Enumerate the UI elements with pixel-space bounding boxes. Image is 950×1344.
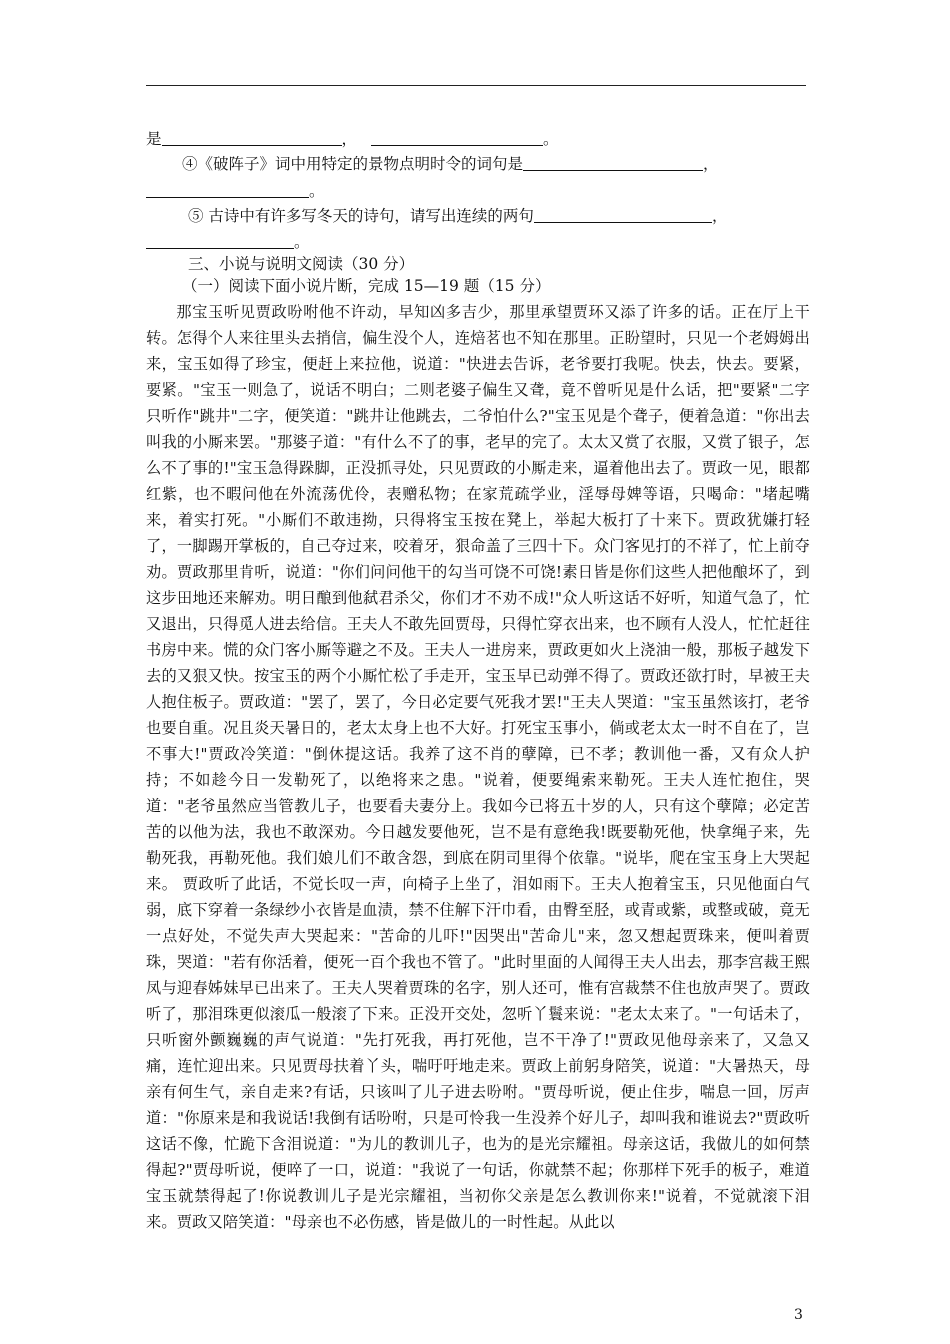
answer-blank[interactable] [523, 155, 703, 171]
line1-sep: ， [341, 130, 358, 148]
q5-text: ⑤ 古诗中有许多写冬天的诗句，请写出连续的两句 [188, 207, 534, 225]
header-rule [146, 85, 806, 86]
section-heading: 三、小说与说明文阅读（30 分） [188, 255, 415, 273]
question-4 [182, 154, 719, 174]
question-5-continued [146, 232, 310, 252]
q4-text: ④《破阵子》词中用特定的景物点明时令的词句是 [182, 155, 524, 173]
question-4-continued [146, 181, 325, 201]
q5-sep: ， [711, 207, 728, 225]
question-5 [188, 206, 727, 226]
reading-passage: 那宝玉听见贾政吩咐他不许动，早知凶多吉少，那里承望贾环又添了许多的话。正在厅上干转。怎得个人来往里头去捎信，偏生没个人，连焙茗也不知在那里。正盼望时，只见一个老姆姆出来，宝玉如得了珍宝，便赶上来拉他，说道："快进去告诉，老爷要打我呢。快去，快去。要紧，要紧。"宝玉一则急了，说话不明白；二则老婆子偏生又聋，竟不曾听见是什么话，把"要紧"二字只听作"跳井"二字，便笑道："跳井让他跳去，二爷怕什么?"宝玉见是个聋子，便着急道："你出去叫我的小厮来罢。"那婆子道："有什么不了的事，老早的完了。太太又赏了衣服，又赏了银子，怎么不了事的!"宝玉急得跺脚，正没抓寻处，只见贾政的小厮走来，逼着他出去了。贾政一见，眼都红紫，也不暇问他在外流荡优伶，表赠私物；在家荒疏学业，淫辱母婢等语，只喝命："堵起嘴来，着实打死。"小厮们不敢违拗，只得将宝玉按在凳上，举起大板打了十来下。贾政犹嫌打轻了，一脚踢开掌板的，自己夺过来，咬着牙，狠命盖了三四十下。众门客见打的不祥了，忙上前夺劝。贾政那里肯听，说道："你们问问他干的勾当可饶不可饶!素日皆是你们这些人把他酿坏了，到这步田地还来解劝。明日酿到他弑君杀父，你们才不劝不成!"众人听这话不好听，知道气急了，忙又退出，只得觅人进去给信。王夫人不敢先回贾母，只得忙穿衣出来，也不顾有人没人，忙忙赶往书房中来。慌的众门客小厮等避之不及。王夫人一进房来，贾政更如火上浇油一般，那板子越发下去的又狠又快。按宝玉的两个小厮忙松了手走开，宝玉早已动弹不得了。贾政还欲打时，早被王夫人抱住板子。贾政道："罢了，罢了，今日必定要气死我才罢!"王夫人哭道："宝玉虽然该打，老爷也要自重。况且炎天暑日的，老太太身上也不大好。打死宝玉事小，倘或老太太一时不自在了，岂不事大!"贾政冷笑道："倒休提这话。我养了这不肖的孽障，已不孝；教训他一番，又有众人护持；不如趁今日一发勒死了，以绝将来之患。"说着，便要绳索来勒死。王夫人连忙抱住，哭道："老爷虽然应当管教儿子，也要看夫妻分上。我如今已将五十岁的人，只有这个孽障；必定苦苦的以他为法，我也不敢深劝。今日越发要他死，岂不是有意绝我!既要勒死他，快拿绳子来，先勒死我，再勒死他。我们娘儿们不敢含怨，到底在阴司里得个依靠。"说毕，爬在宝玉身上大哭起来。 贾政听了此话，不觉长叹一声，向椅子上坐了，泪如雨下。王夫人抱着宝玉，只见他面白气弱，底下穿着一条绿纱小衣皆是血渍，禁不住解下汗巾看，由臀至胫，或青或紫，或整或破，竟无一点好处，不觉失声大哭起来："苦命的儿吓!"因哭出"苦命儿"来，忽又想起贾珠来，便叫着贾珠，哭道："若有你活着，便死一百个我也不管了。"此时里面的人闻得王夫人出去，那李宫裁王熙凤与迎春姊妹早已出来了。王夫人哭着贾珠的名字，别人还可，惟有宫裁禁不住也放声哭了。贾政听了，那泪珠更似滚瓜一般滚了下来。正没开交处，忽听丫鬟来说："老太太来了。"一句话未了，只听窗外颤巍巍的声气说道："先打死我，再打死他，岂不干净了!"贾政见他母亲来了，又急又痛，连忙迎出来。只见贾母扶着丫头，喘吁吁地走来。贾政上前躬身陪笑，说道："大暑热天，母亲有何生气，亲自走来?有话，只该叫了儿子进去吩咐。"贾母听说，便止住步，喘息一回，厉声道："你原来是和我说话!我倒有话吩咐，只是可怜我一生没养个好儿子，却叫我和谁说去?"贾政听这话不像，忙跪下含泪说道："为儿的教训儿子，也为的是光宗耀祖。母亲这话，我做儿的如何禁得起?"贾母听说，便啐了一口，说道："我说了一句话，你就禁不起；你那样下死手的板子，难道宝玉就禁得起了!你说教训儿子是光宗耀祖，当初你父亲是怎么教训你来!"说着，不觉就滚下泪来。贾政又陪笑道："母亲也不必伤感，皆是做儿的一时性起。从此以 [146, 303, 810, 1231]
q5-end: 。 [294, 233, 310, 251]
answer-blank[interactable] [162, 130, 342, 146]
line1-prefix: 是 [146, 130, 162, 148]
q4-sep: ， [703, 155, 719, 173]
fill-line-1 [146, 129, 559, 149]
page-number: 3 [794, 1307, 803, 1323]
line1-end: 。 [543, 130, 559, 148]
answer-blank[interactable] [146, 233, 294, 249]
answer-blank[interactable] [534, 207, 712, 223]
section-subheading: （一）阅读下面小说片断，完成 15—19 题（15 分） [182, 277, 551, 295]
q4-end: 。 [309, 182, 325, 200]
answer-blank[interactable] [146, 182, 309, 198]
answer-blank[interactable] [371, 130, 543, 146]
